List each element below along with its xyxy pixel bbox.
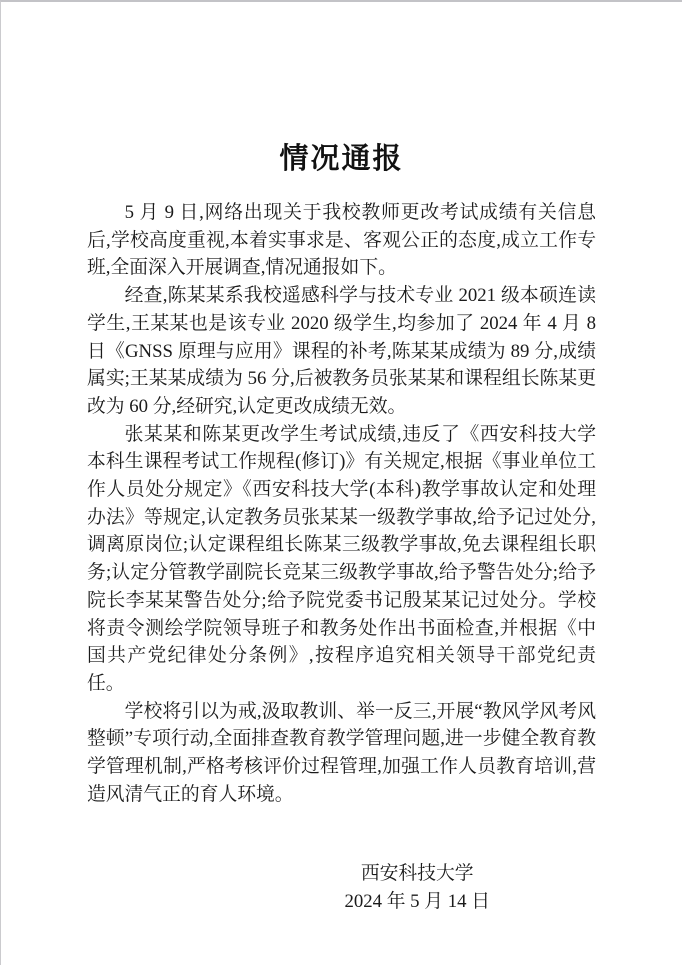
- document-title: 情况通报: [279, 143, 404, 175]
- document-paragraph-4: 学校将引以为戒,汲取教训、举一反三,开展“教风学风考风整顿”专项行动,全面排查教育教学管理问题,进一步健全教育教学管理机制,严格考核评价过程管理,加强工作人员教育培训,营造风清气正的育人环境。: [87, 700, 596, 805]
- document-paragraph-2: 经查,陈某某系我校遥感科学与技术专业 2021 级本硕连读学生,王某某也是该专业 2020 级学生,均参加了 2024 年 4 月 8 日《GNSS 原理与应用》课程的补考,陈某某成绩为 89 分,成绩属实;王某某成绩为 56 分,后被教务员张某某和课程组长陈某更改为 60 分,经研究,认定更改成绩无效。: [87, 285, 596, 417]
- document-paragraph-3: 张某某和陈某更改学生考试成绩,违反了《西安科技大学本科生课程考试工作规程(修订)》有关规定,根据《事业单位工作人员处分规定》《西安科技大学(本科)教学事故认定和处理办法》等规定,认定教务员张某某一级教学事故,给予记过处分,调离原岗位;认定课程组长陈某三级教学事故,免去课程组长职务;认定分管教学副院长竞某三级教学事故,给予警告处分;给予院长李某某警告处分;给予院党委书记殷某某记过处分。学校将责令测绘学院领导班子和教务处作出书面检查,并根据《中国共产党纪律处分条例》,按程序追究相关领导干部党纪责任。: [87, 423, 596, 694]
- document-paragraph-1: 5 月 9 日,网络出现关于我校教师更改考试成绩有关信息后,学校高度重视,本着实事求是、客观公正的态度,成立工作专班,全面深入开展调查,情况通报如下。: [87, 202, 596, 279]
- signature-date: 2024 年 5 月 14 日: [344, 891, 490, 913]
- signature-block: [344, 860, 490, 915]
- document-body: [1, 199, 682, 808]
- signature-organization: 西安科技大学: [360, 863, 474, 885]
